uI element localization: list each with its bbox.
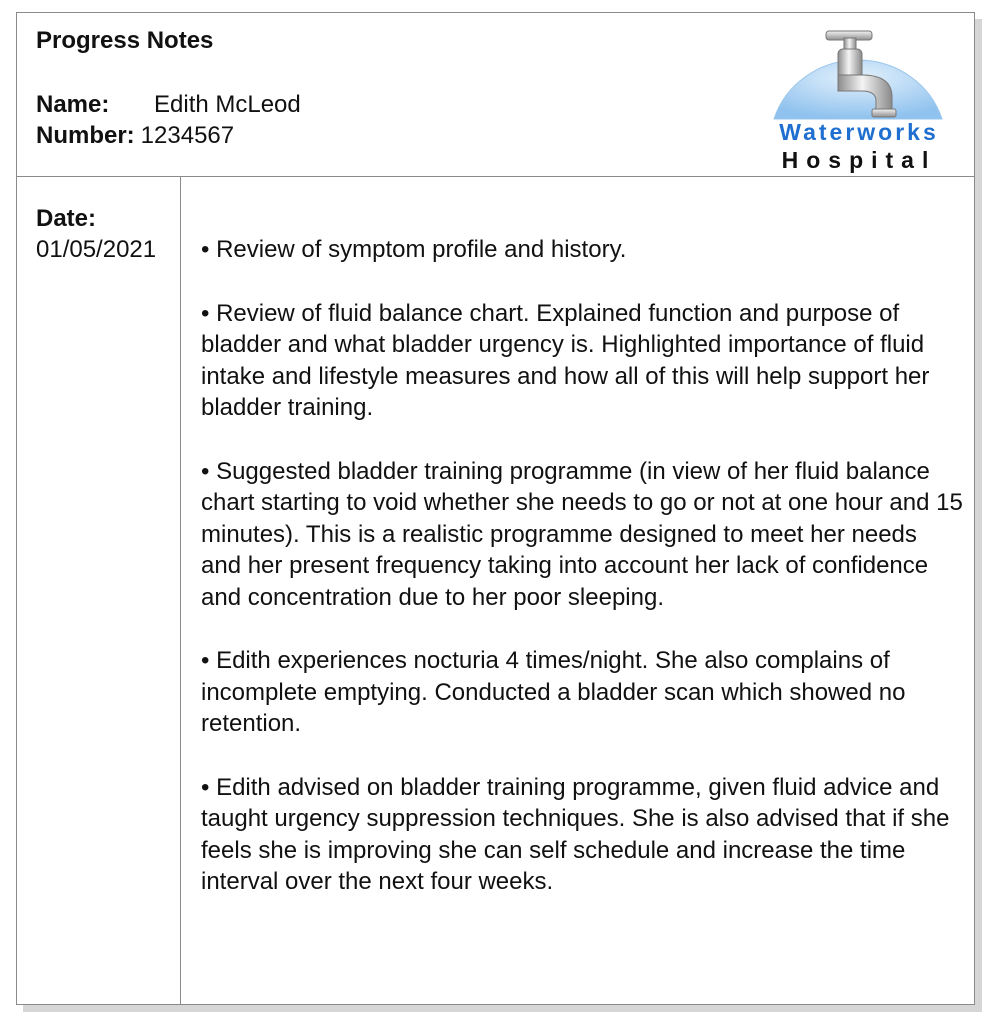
progress-notes-sheet	[16, 12, 975, 1005]
number-label: Number:	[36, 122, 135, 149]
date-column	[17, 177, 181, 1004]
notes-column	[201, 234, 963, 898]
note-paragraph: • Review of fluid balance chart. Explained function and purpose of bladder and what bladder urgency is. Highlighted importance of fluid intake and lifestyle measures and how all of this will help support her bladder training.	[201, 299, 930, 421]
logo-text-waterworks: Waterworks	[779, 119, 939, 145]
name-value: Edith McLeod	[154, 91, 301, 118]
hospital-logo	[764, 23, 954, 173]
note-entry	[17, 177, 974, 1004]
note-paragraph: • Edith experiences nocturia 4 times/night. She also complains of incomplete emptying. Conducted a bladder scan which showed no retention.	[201, 647, 906, 737]
page-title: Progress Notes	[36, 27, 214, 54]
note-paragraph: • Suggested bladder training programme (in view of her fluid balance chart starting to void whether she needs to go or not at one hour and 15 minutes). This is a realistic programme designed to meet her needs and her present frequency taking into account her lack of confidence and concentration due to her poor sleeping.	[201, 457, 963, 611]
logo-text-hospital: Hospital	[781, 147, 937, 173]
date-value: 01/05/2021	[36, 236, 157, 263]
note-paragraph: • Review of symptom profile and history.	[201, 236, 627, 263]
name-label: Name:	[36, 91, 110, 118]
patient-name-row	[36, 91, 301, 119]
note-paragraph: • Edith advised on bladder training programme, given fluid advice and taught urgency suppression techniques. She is also advised that if she feels she is improving she can self schedule and increase the time interval over the next four weeks.	[201, 773, 950, 895]
number-value: 1234567	[140, 122, 235, 149]
patient-number-row	[36, 122, 234, 150]
date-label: Date:	[36, 205, 97, 232]
header	[17, 13, 974, 177]
